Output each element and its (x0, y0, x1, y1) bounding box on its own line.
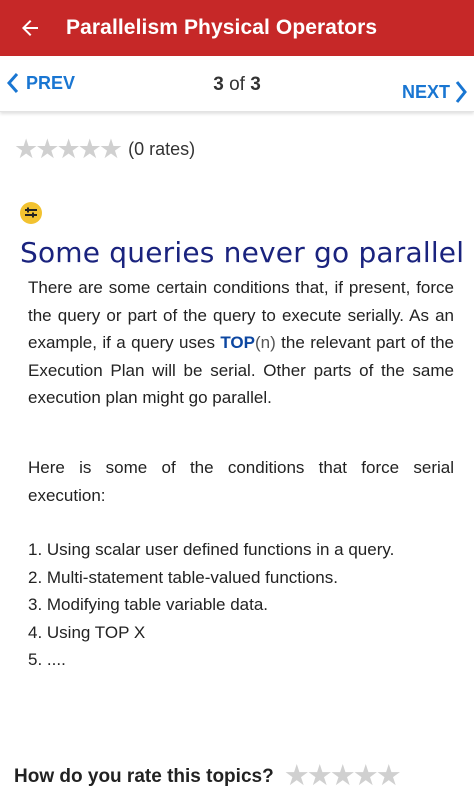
of-word: of (229, 74, 245, 95)
app-title: Parallelism Physical Operators (66, 16, 378, 39)
para1-text: There are some certain conditions that, if present, force the query or part of the query to execute serially. As an example, if a query uses (28, 278, 454, 353)
rating-summary (14, 136, 195, 163)
next-label: NEXT (401, 81, 450, 102)
para1-text-end: the relevant part of the Execution Plan will be serial. Other parts of the same execution plan might go parallel. (28, 333, 454, 408)
total-pages: 3 (250, 74, 261, 95)
star-icon: ★ (35, 134, 57, 164)
star-icon[interactable]: ★ (306, 760, 330, 792)
rate-count: (0 rates) (128, 139, 196, 159)
star-icon[interactable]: ★ (375, 760, 399, 792)
arrow-left-icon (18, 16, 42, 40)
list-item: 3. Modifying table variable data. (28, 595, 269, 615)
back-button[interactable] (2, 0, 58, 56)
article-paragraph-2: Here is some of the conditions that force serial execution: (28, 458, 454, 505)
star-icon: ★ (14, 134, 36, 164)
article-paragraph-1 (28, 274, 454, 412)
list-item: 4. Using TOP X (28, 622, 146, 642)
top-argument: (n) (255, 333, 276, 353)
list-item: 1. Using scalar user defined functions in a query. (28, 540, 395, 559)
star-icon[interactable]: ★ (283, 760, 307, 792)
chevron-right-icon (454, 80, 468, 104)
star-icon[interactable]: ★ (329, 760, 353, 792)
top-keyword: TOP (220, 333, 255, 353)
prev-label: PREV (26, 72, 76, 93)
pager-bar (0, 56, 474, 112)
star-icon: ★ (98, 134, 121, 164)
next-button[interactable] (402, 80, 468, 104)
article-heading: Some queries never go parallel (20, 236, 465, 269)
app-bar (0, 0, 474, 56)
list-item: 5. .... (28, 650, 66, 670)
rate-stars-input (284, 762, 399, 791)
rate-question: How do you rate this topics? (14, 765, 274, 787)
list-item: 2. Multi-statement table-valued functions. (28, 567, 338, 587)
conditions-list (28, 536, 454, 674)
star-icon: ★ (77, 134, 99, 164)
star-icon[interactable]: ★ (352, 760, 376, 792)
list-icon (20, 202, 42, 224)
rating-stars (14, 136, 120, 163)
star-icon: ★ (56, 134, 78, 164)
current-page: 3 (213, 74, 224, 95)
rate-topic-section (14, 762, 399, 791)
